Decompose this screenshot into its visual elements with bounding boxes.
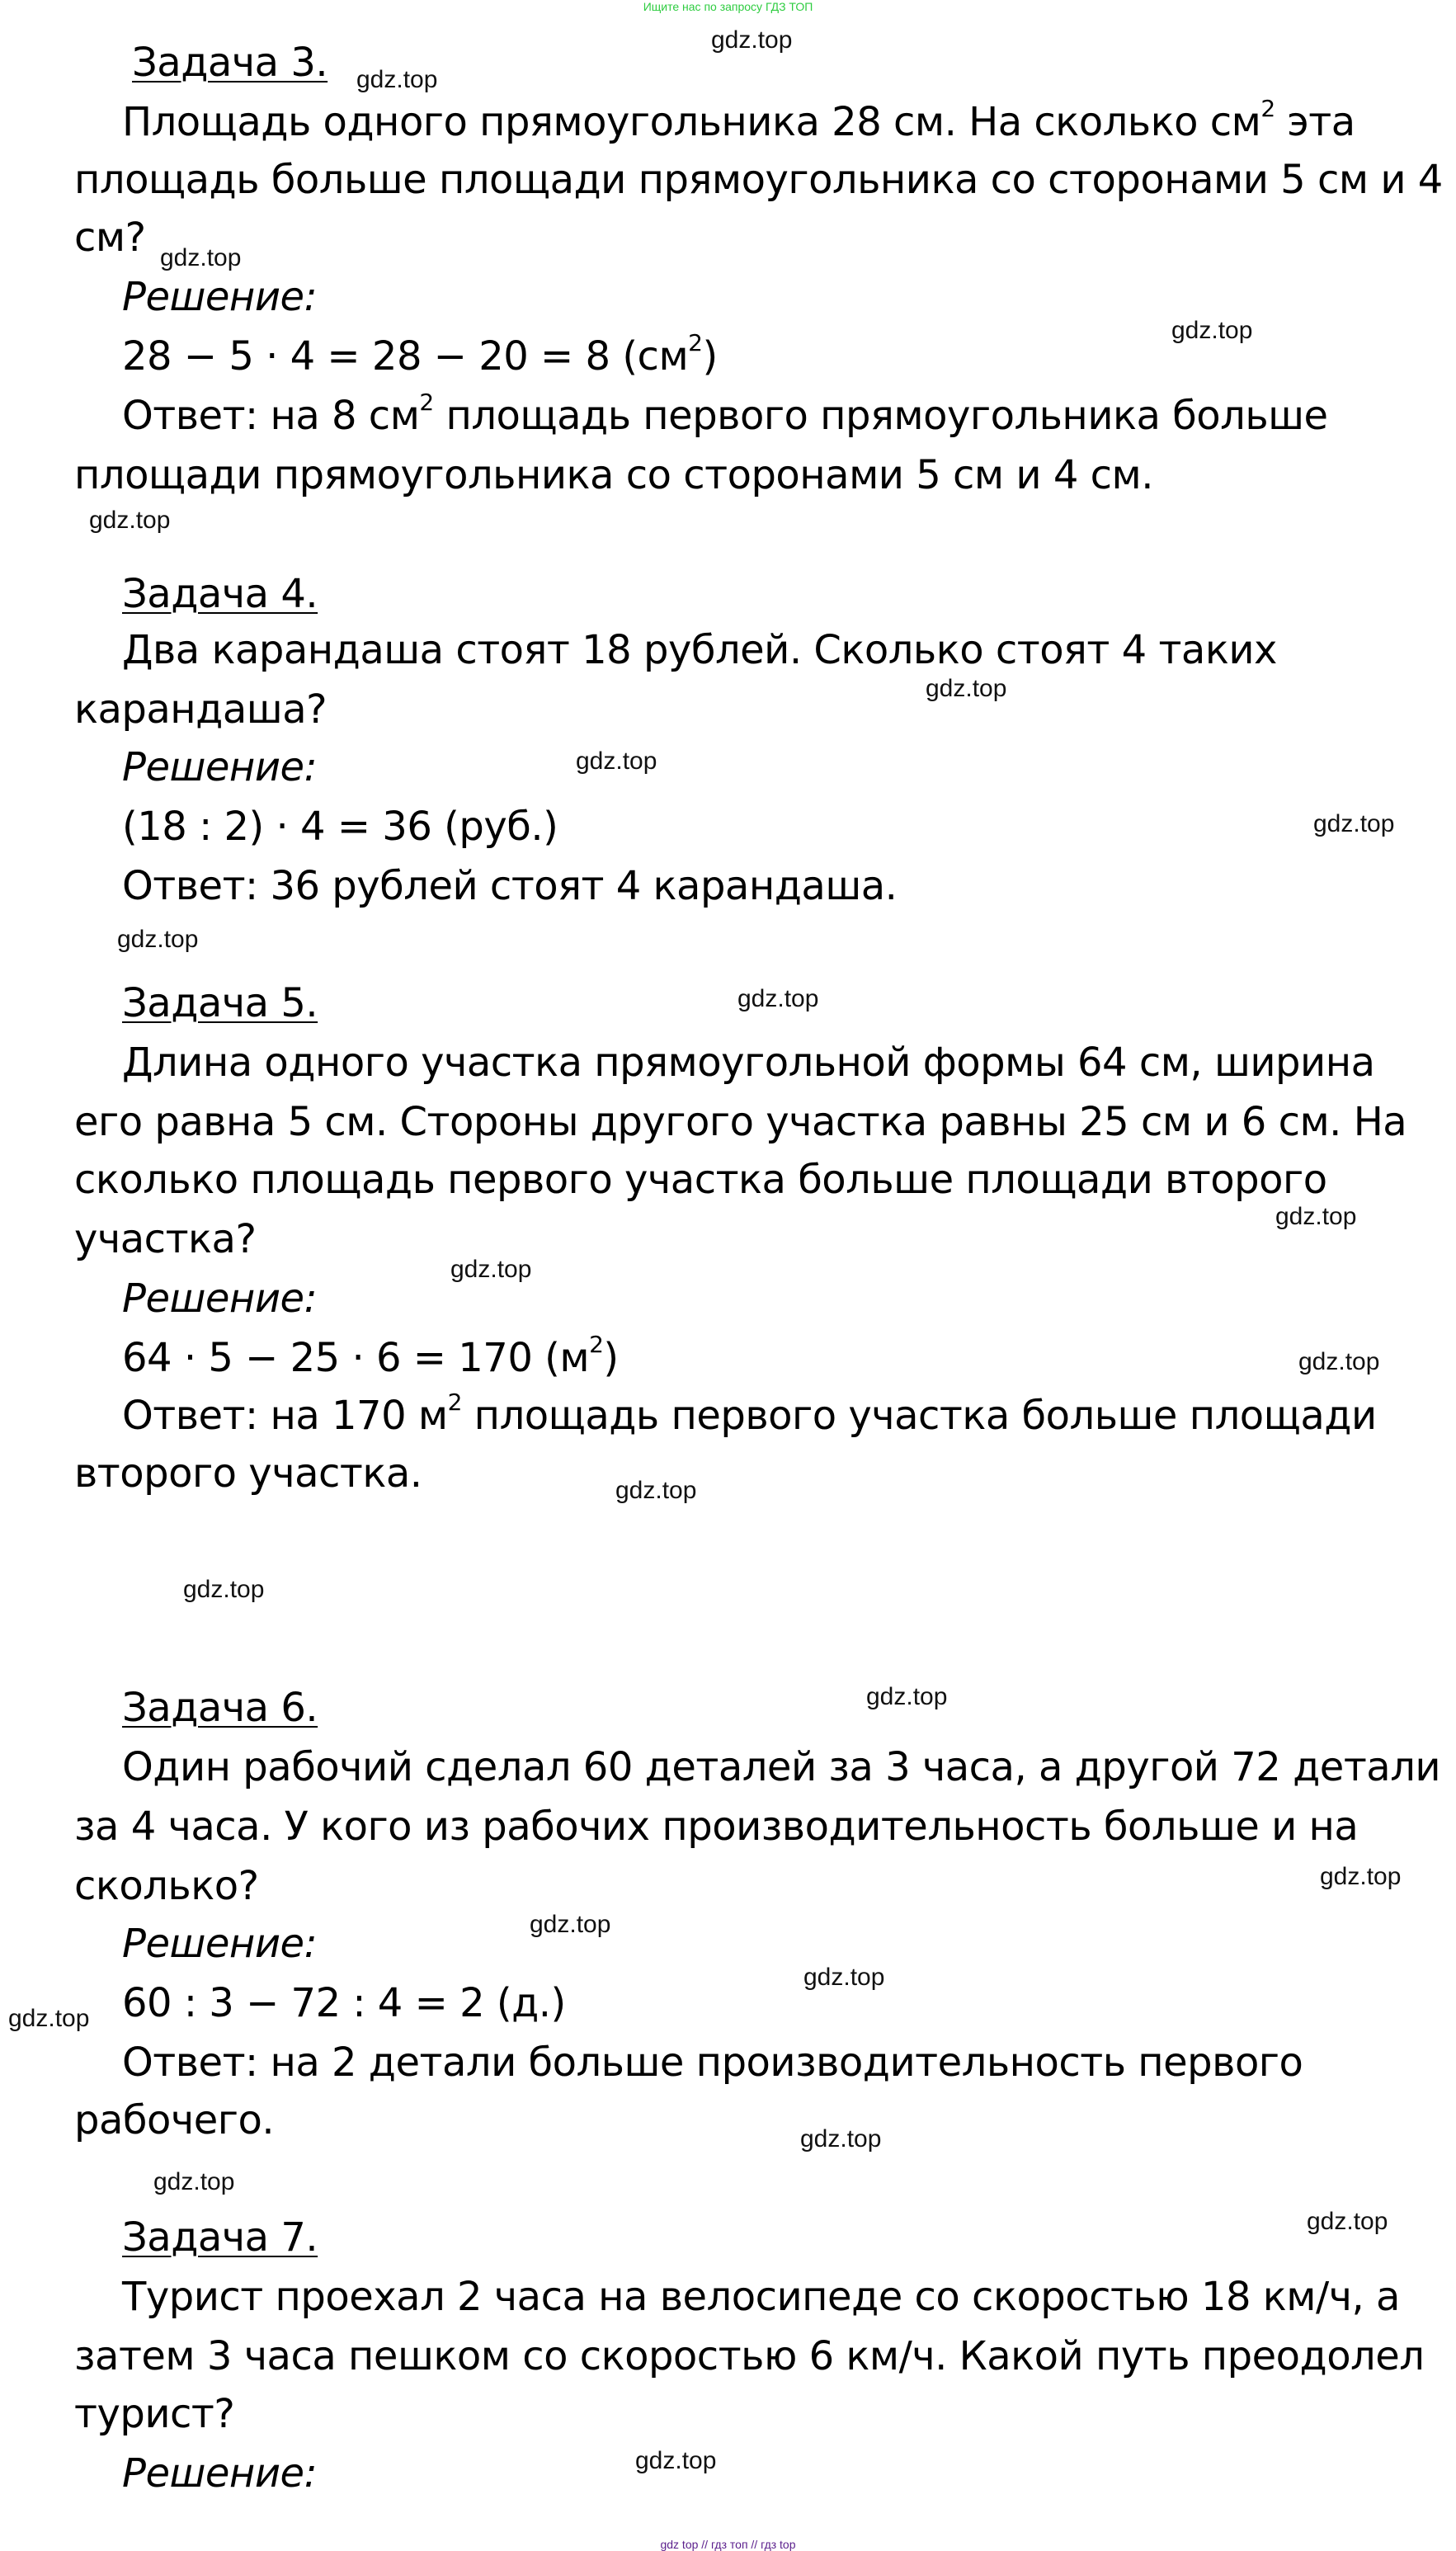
watermark: gdz.top	[1298, 1348, 1380, 1375]
task3-solution-label: Решение:	[122, 274, 318, 320]
task7-question-line1: Турист проехал 2 часа на велосипеде со скоростью 18 км/ч, а	[122, 2274, 1400, 2320]
task4-solution: (18 : 2) · 4 = 36 (руб.)	[122, 804, 558, 850]
watermark: gdz.top	[450, 1256, 532, 1283]
task5-answer-line2: второго участка.	[74, 1450, 422, 1497]
task4-solution-label: Решение:	[122, 744, 318, 790]
task3-answer-line2: площади прямоугольника со сторонами 5 см и 4 см.	[74, 452, 1153, 498]
watermark: gdz.top	[183, 1576, 265, 1603]
task5-title: Задача 5.	[122, 980, 318, 1026]
task5-question-line3: сколько площадь первого участка больше площади второго	[74, 1157, 1327, 1203]
watermark: gdz.top	[160, 244, 242, 271]
watermark: gdz.top	[117, 926, 199, 953]
task4-title: Задача 4.	[122, 571, 318, 617]
task6-question-line2: за 4 часа. У кого из рабочих производительность больше и на	[74, 1804, 1359, 1850]
watermark: gdz.top	[803, 1964, 885, 1991]
task7-solution-label: Решение:	[122, 2450, 318, 2497]
watermark: gdz.top	[866, 1683, 948, 1710]
watermark: gdz.top	[615, 1477, 697, 1504]
task7-question-line3: турист?	[74, 2391, 235, 2437]
task6-question-line3: сколько?	[74, 1863, 259, 1909]
watermark: gdz.top	[153, 2168, 235, 2195]
task5-question-line1: Длина одного участка прямоугольной формы 64 см, ширина	[122, 1040, 1375, 1086]
task4-question-line1: Два карандаша стоят 18 рублей. Сколько стоят 4 таких	[122, 627, 1277, 673]
task5-question-line4: участка?	[74, 1216, 257, 1262]
task3-title: Задача 3.	[132, 40, 328, 86]
task7-title: Задача 7.	[122, 2214, 318, 2261]
task3-question-line2: площадь больше площади прямоугольника со сторонами 5 см и 4	[74, 157, 1443, 203]
watermark: gdz.top	[737, 985, 819, 1012]
watermark: gdz.top	[1313, 810, 1395, 837]
search-banner: Ищите нас по запросу ГДЗ ТОП	[643, 0, 813, 13]
task6-title: Задача 6.	[122, 1685, 318, 1731]
task7-question-line2: затем 3 часа пешком со скоростью 6 км/ч. Какой путь преодолел	[74, 2333, 1425, 2379]
watermark: gdz.top	[1307, 2208, 1388, 2235]
task3-question-line1: Площадь одного прямоугольника 28 см. На сколько $см^2$ эта	[122, 95, 1355, 145]
task5-solution-label: Решение:	[122, 1276, 318, 1322]
task6-answer-line1: Ответ: на 2 детали больше производительность первого	[122, 2039, 1303, 2086]
watermark: gdz.top	[356, 66, 438, 93]
watermark: gdz.top	[530, 1911, 611, 1938]
watermark: gdz.top	[800, 2125, 882, 2153]
watermark: gdz.top	[926, 675, 1007, 702]
watermark: gdz.top	[711, 26, 793, 54]
task5-solution: 64 · 5 − 25 · 6 = 170 $(м^2)$	[122, 1331, 619, 1381]
task3-question-line3: см?	[74, 215, 146, 261]
task4-question-line2: карандаша?	[74, 686, 327, 733]
task5-question-line2: его равна 5 см. Стороны другого участка равны 25 см и 6 см. На	[74, 1099, 1407, 1145]
watermark: gdz.top	[1171, 317, 1253, 344]
task6-answer-line2: рабочего.	[74, 2097, 275, 2143]
task4-answer: Ответ: 36 рублей стоят 4 карандаша.	[122, 863, 898, 909]
watermark: gdz.top	[89, 507, 171, 534]
watermark: gdz.top	[635, 2447, 717, 2474]
task6-solution: 60 : 3 − 72 : 4 = 2 (д.)	[122, 1980, 566, 2026]
task3-solution: 28 − 5 · 4 = 28 − 20 = 8 $(см^2)$	[122, 329, 718, 380]
task6-question-line1: Один рабочий сделал 60 деталей за 3 часа, а другой 72 детали	[122, 1744, 1441, 1790]
watermark: gdz.top	[576, 747, 657, 775]
task3-answer-line1: Ответ: на 8 $см^2$ площадь первого прямоугольника больше	[122, 389, 1328, 439]
watermark: gdz.top	[8, 2005, 90, 2032]
footer-links: gdz top // гдз топ // гдз top	[660, 2538, 796, 2551]
watermark: gdz.top	[1320, 1863, 1402, 1890]
task6-solution-label: Решение:	[122, 1921, 318, 1967]
watermark: gdz.top	[1275, 1203, 1357, 1230]
task5-answer-line1: Ответ: на 170 $м^2$ площадь первого участка больше площади	[122, 1389, 1377, 1439]
